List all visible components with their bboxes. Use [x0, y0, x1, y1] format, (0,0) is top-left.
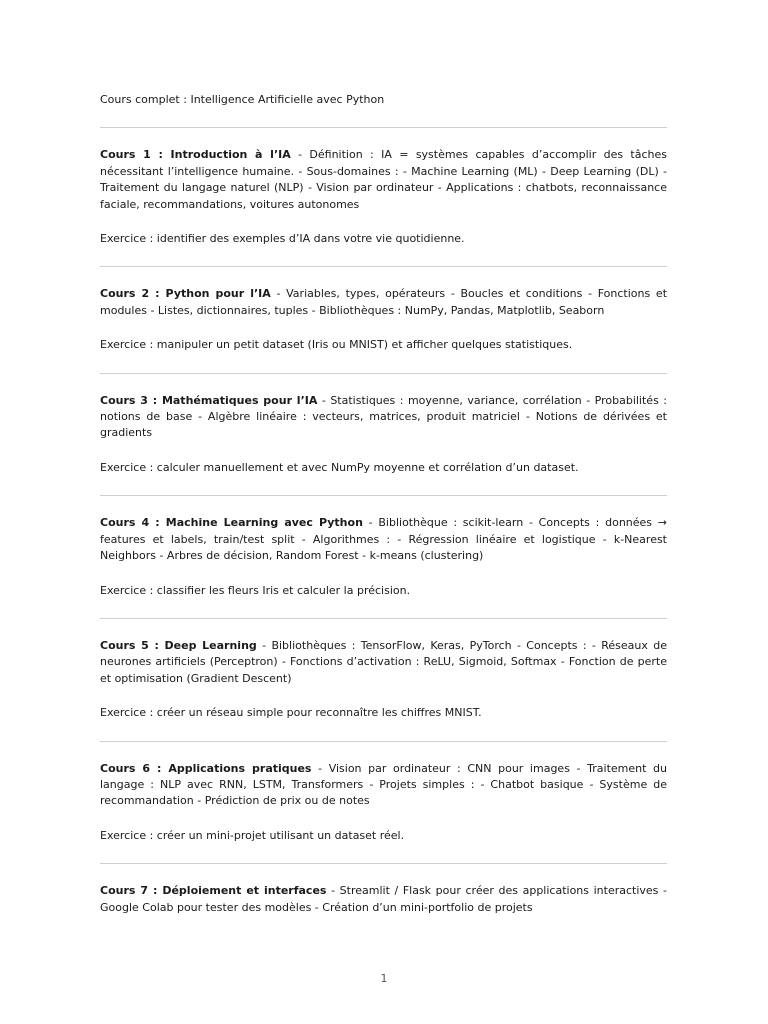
- document-title: Cours complet : Intelligence Artificielle avec Python: [100, 93, 385, 106]
- section-divider: [100, 266, 667, 267]
- course-exercise: Exercice : créer un mini-projet utilisant un dataset réel.: [100, 828, 405, 842]
- course-description: - Bibliothèque : scikit-learn - Concepts : données → features et labels, train/test split - Algorithmes : - Régression linéaire et logistique - k-Nearest Neighbors - Arbres de décision, Random Forest - k-means (clustering): [100, 516, 668, 563]
- course-heading: Cours 7 : Déploiement et interfaces: [100, 884, 327, 898]
- course-7: [100, 883, 667, 916]
- course-exercise: Exercice : manipuler un petit dataset (Iris ou MNIST) et afficher quelques statistiques.: [100, 338, 573, 352]
- document-page: [100, 92, 667, 934]
- course-description: - Bibliothèques : TensorFlow, Keras, PyTorch - Concepts : - Réseaux de neurones artificiels (Perceptron) - Fonctions d’activation : ReLU, Sigmoid, Softmax - Fonction de perte et optimisation (Gradient Descent): [100, 638, 667, 685]
- course-heading: Cours 3 : Mathématiques pour l’IA: [100, 393, 318, 407]
- course-description: - Streamlit / Flask pour créer des applications interactives - Google Colab pour tester des modèles - Création d’un mini-portfolio de projets: [100, 884, 667, 914]
- course-4: [100, 515, 667, 599]
- course-body: [100, 638, 667, 687]
- section-divider: [100, 373, 667, 374]
- course-heading: Cours 5 : Deep Learning: [100, 638, 257, 652]
- course-body: [100, 883, 667, 916]
- course-body: [100, 515, 667, 564]
- course-exercise: Exercice : classifier les fleurs Iris et calculer la précision.: [100, 583, 411, 597]
- course-description: - Variables, types, opérateurs - Boucles et conditions - Fonctions et modules - Listes, dictionnaires, tuples - Bibliothèques : NumPy, Pandas, Matplotlib, Seaborn: [100, 287, 668, 317]
- section-divider: [100, 127, 667, 128]
- section-divider: [100, 863, 667, 864]
- section-divider: [100, 618, 667, 619]
- course-3: [100, 393, 667, 477]
- course-1: [100, 147, 667, 247]
- page-number: 1: [380, 972, 388, 985]
- course-body: [100, 393, 667, 442]
- course-exercise: Exercice : créer un réseau simple pour reconnaître les chiffres MNIST.: [100, 706, 482, 720]
- course-body: [100, 761, 667, 810]
- course-body: [100, 286, 667, 319]
- course-heading: Cours 1 : Introduction à l’IA: [100, 148, 291, 162]
- course-5: [100, 638, 667, 722]
- section-divider: [100, 495, 667, 496]
- course-body: [100, 147, 667, 213]
- course-description: - Définition : IA = systèmes capables d’accomplir des tâches nécessitant l’intelligence humaine. - Sous-domaines : - Machine Learning (ML) - Deep Learning (DL) - Traitement du langage naturel (NLP) - Vision par ordinateur - Applications : chatbots, reconnaissance faciale, recommandations, voitures autonomes: [100, 148, 667, 211]
- course-description: - Vision par ordinateur : CNN pour images - Traitement du langage : NLP avec RNN, LSTM, Transformers - Projets simples : - Chatbot basique - Système de recommandation - Prédiction de prix ou de notes: [100, 761, 667, 808]
- course-heading: Cours 2 : Python pour l’IA: [100, 287, 271, 301]
- course-2: [100, 286, 667, 353]
- section-divider: [100, 741, 667, 742]
- course-exercise: Exercice : calculer manuellement et avec NumPy moyenne et corrélation d’un dataset.: [100, 460, 579, 474]
- course-heading: Cours 6 : Applications pratiques: [100, 761, 312, 775]
- course-6: [100, 761, 667, 845]
- course-description: - Statistiques : moyenne, variance, corrélation - Probabilités : notions de base - Algèbre linéaire : vecteurs, matrices, produit matriciel - Notions de dérivées et gradients: [100, 393, 667, 440]
- course-exercise: Exercice : identifier des exemples d’IA dans votre vie quotidienne.: [100, 232, 465, 246]
- course-heading: Cours 4 : Machine Learning avec Python: [100, 516, 363, 530]
